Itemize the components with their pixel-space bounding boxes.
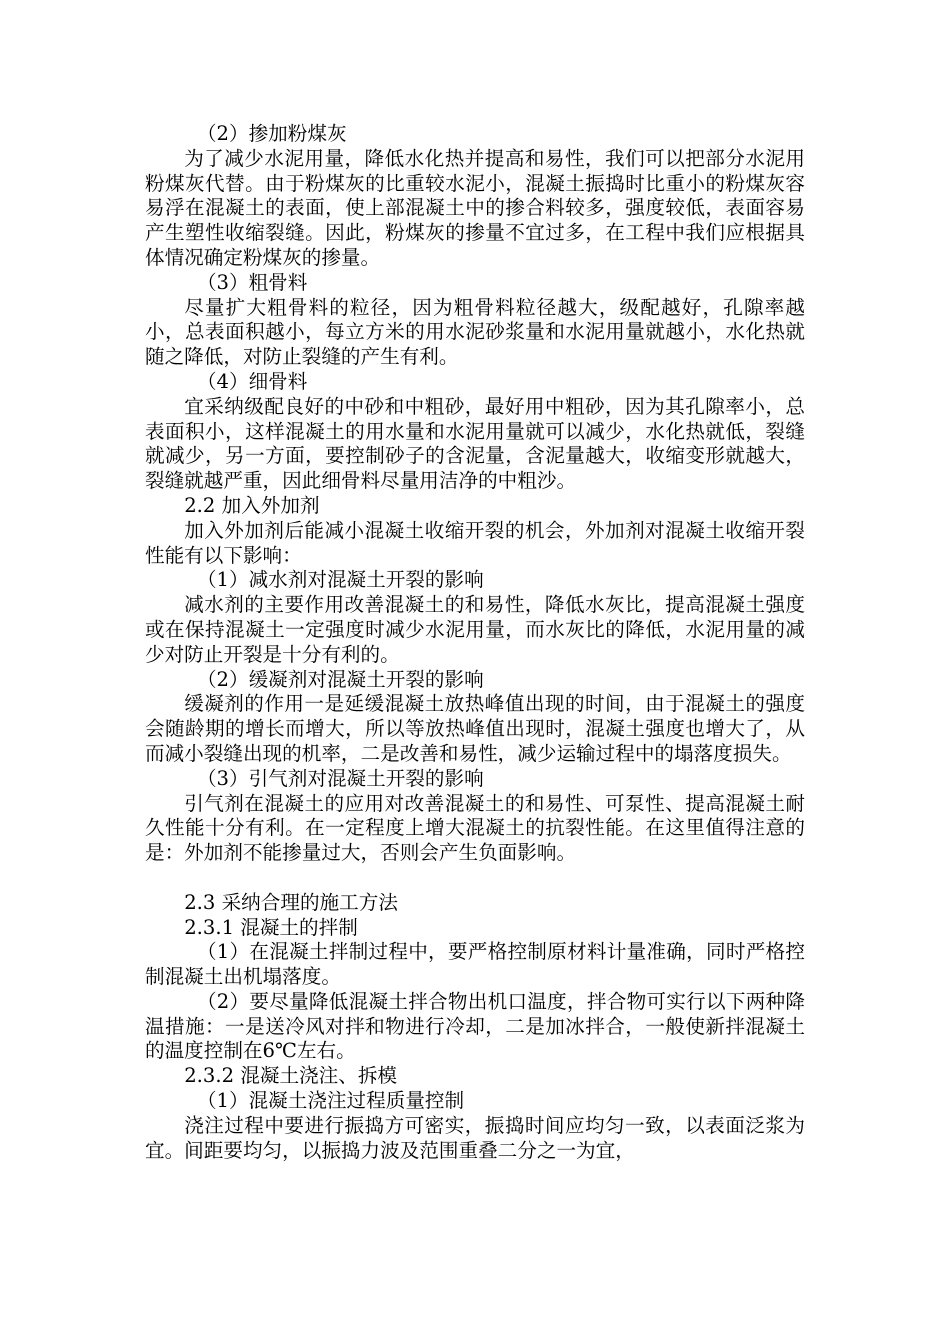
paragraph-coarse-aggregate: 尽量扩大粗骨料的粒径，因为粗骨料粒径越大，级配越好，孔隙率越小，总表面积越小，每立方米的用水泥砂浆量和水泥用量就越小，水化热就随之降低，对防止裂缝的产生有利。 [145,295,805,369]
heading-fine-aggregate: （4）细骨料 [196,369,308,393]
heading-coarse-aggregate: （3）粗骨料 [196,270,308,294]
paragraph-fine-aggregate: 宜采纳级配良好的中砂和中粗砂，最好用中粗砂，因为其孔隙率小，总表面积小，这样混凝土的用水量和水泥用量就可以减少，水化热就低，裂缝就减少，另一方面，要控制砂子的含泥量，含泥量越大，收缩变形就越大，裂缝就越严重，因此细骨料尽量用洁净的中粗沙。 [145,394,805,493]
paragraph-mixing-1: （1）在混凝土拌制过程中，要严格控制原材料计量准确，同时严格控制混凝土出机塌落度。 [145,940,805,989]
paragraph-mixing-2: （2）要尽量降低混凝土拌合物出机口温度，拌合物可实行以下两种降温措施：一是送冷风对拌和物进行冷却，二是加冰拌合，一般使新拌混凝土的温度控制在6℃左右。 [145,989,805,1063]
heading-air-entraining: （3）引气剂对混凝土开裂的影响 [196,766,484,790]
paragraph-air-entraining: 引气剂在混凝土的应用对改善混凝土的和易性、可泵性、提高混凝土耐久性能十分有利。在一定程度上增大混凝土的抗裂性能。在这里值得注意的是：外加剂不能掺量过大，否则会产生负面影响。 [145,791,805,865]
heading-retarder: （2）缓凝剂对混凝土开裂的影响 [196,667,484,691]
paragraph-retarder: 缓凝剂的作用一是延缓混凝土放热峰值出现的时间，由于混凝土的强度会随龄期的增长而增大，所以等放热峰值出现时，混凝土强度也增大了，从而减小裂缝出现的机率，二是改善和易性，减少运输过程中的塌落度损失。 [145,692,805,765]
section-2-3-2-title: 2.3.2 混凝土浇注、拆模 [184,1064,398,1088]
document-page [145,122,805,1163]
section-2-2-title: 2.2 加入外加剂 [184,493,320,517]
paragraph-pouring-quality: 浇注过程中要进行振捣方可密实，振捣时间应均匀一致，以表面泛浆为宜。间距要均匀，以振捣力波及范围重叠二分之一为宜， [145,1113,805,1162]
section-2-3-title: 2.3 采纳合理的施工方法 [184,890,398,914]
heading-pouring-quality: （1）混凝土浇注过程质量控制 [196,1089,465,1113]
heading-fly-ash: （2）掺加粉煤灰 [196,122,347,145]
blank-line [145,866,805,891]
heading-water-reducer: （1）减水剂对混凝土开裂的影响 [196,568,484,592]
paragraph-water-reducer: 减水剂的主要作用改善混凝土的和易性，降低水灰比，提高混凝土强度或在保持混凝土一定强度时减少水泥用量，而水灰比的降低，水泥用量的减少对防止开裂是十分有利的。 [145,593,805,666]
section-2-3-1-title: 2.3.1 混凝土的拌制 [184,915,358,939]
paragraph-fly-ash: 为了减少水泥用量，降低水化热并提高和易性，我们可以把部分水泥用粉煤灰代替。由于粉煤灰的比重较水泥小，混凝土振捣时比重小的粉煤灰容易浮在混凝土的表面，使上部混凝土中的掺合料较多，强度较低，表面容易产生塑性收缩裂缝。因此，粉煤灰的掺量不宜过多，在工程中我们应根据具体情况确定粉煤灰的掺量。 [145,146,805,269]
paragraph-admixtures: 加入外加剂后能减小混凝土收缩开裂的机会，外加剂对混凝土收缩开裂性能有以下影响： [145,518,805,567]
